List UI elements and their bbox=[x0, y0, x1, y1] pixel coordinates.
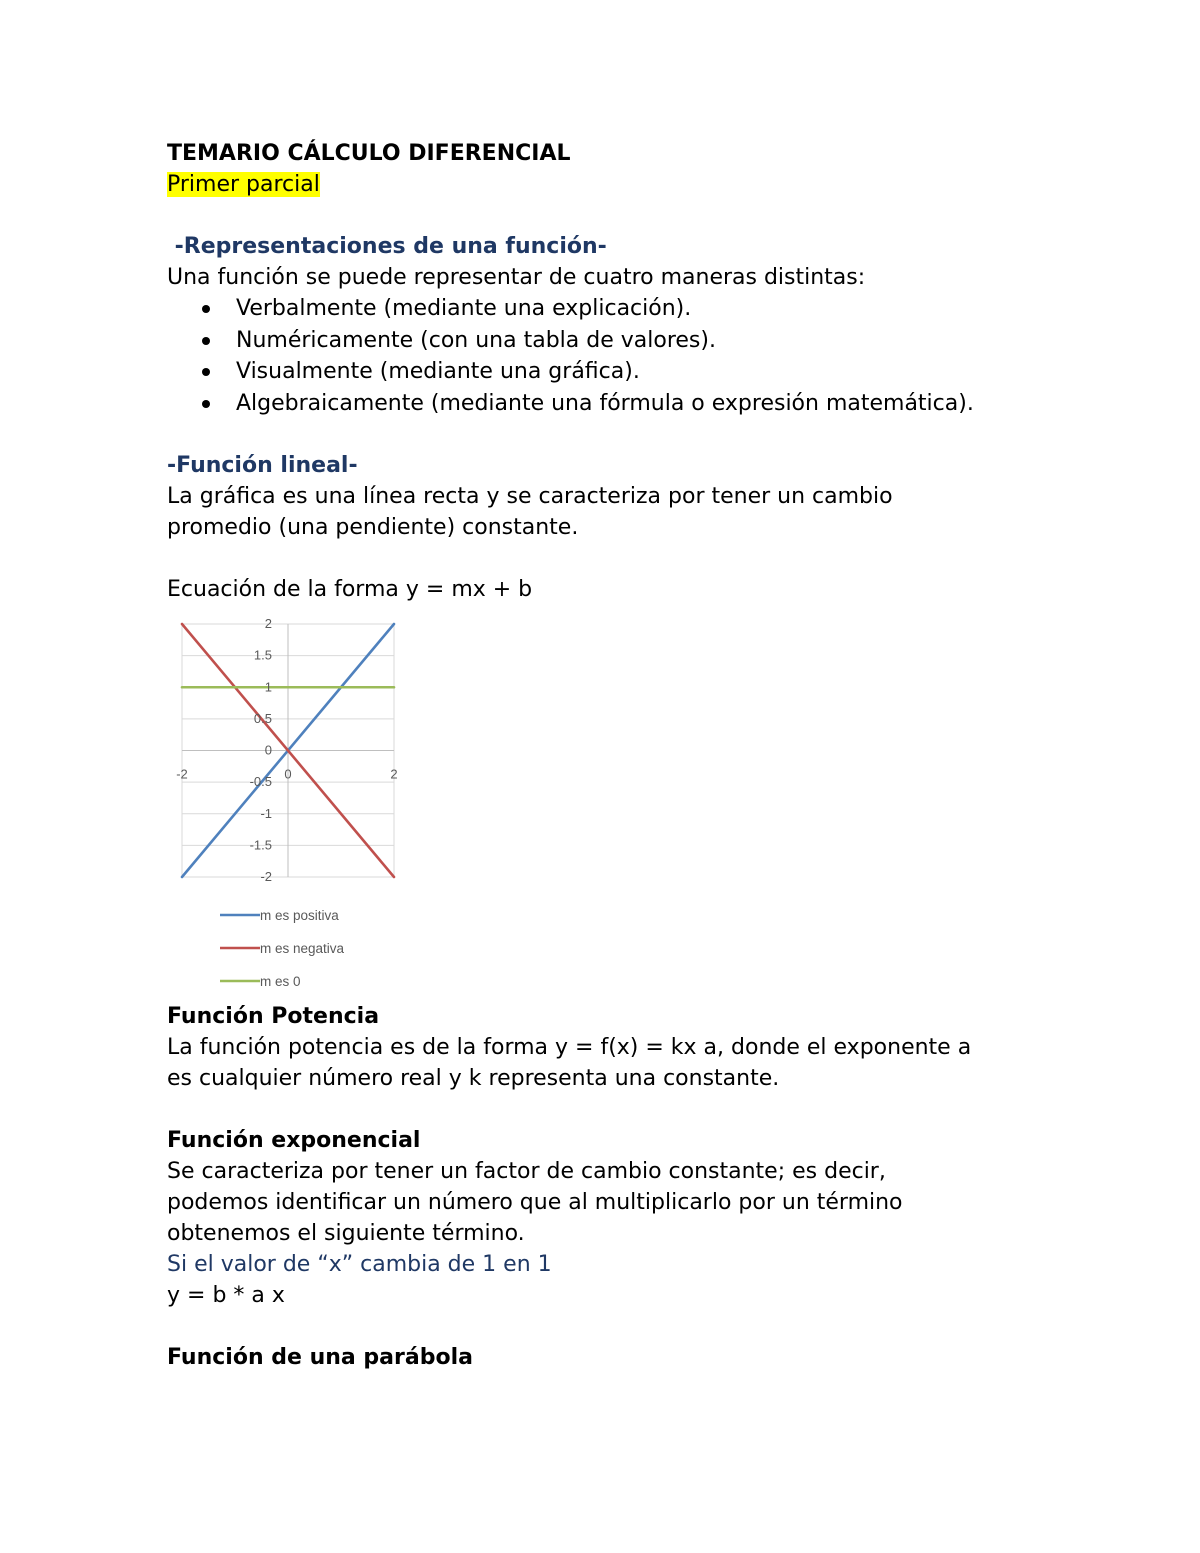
paragraph: La gráfica es una línea recta y se caracteriza por tener un cambio bbox=[167, 484, 893, 509]
x-tick-label: 0 bbox=[284, 766, 292, 782]
y-tick-label: -0.5 bbox=[249, 774, 272, 790]
equation-text: Ecuación de la forma y = mx + b bbox=[167, 577, 533, 602]
bullet-icon bbox=[202, 305, 210, 313]
y-tick-label: 0 bbox=[264, 742, 272, 758]
bullet-icon bbox=[202, 368, 210, 376]
bullet-icon bbox=[202, 400, 210, 408]
subtitle-highlighted: Primer parcial bbox=[167, 172, 320, 197]
y-tick-label: -2 bbox=[260, 869, 272, 884]
y-tick-label: 0.5 bbox=[253, 710, 272, 726]
paragraph: La función potencia es de la forma y = f(x) = kx a, donde el exponente a bbox=[167, 1035, 972, 1060]
legend-label: m es negativa bbox=[260, 941, 345, 956]
paragraph: podemos identificar un número que al multiplicarlo por un término bbox=[167, 1190, 903, 1215]
linear-functions-chart bbox=[172, 609, 452, 989]
y-tick-label: 1.5 bbox=[253, 647, 272, 663]
list-item: Visualmente (mediante una gráfica). bbox=[167, 356, 1047, 388]
y-tick-label: -1.5 bbox=[249, 837, 272, 853]
document-title: TEMARIO CÁLCULO DIFERENCIAL bbox=[167, 141, 571, 166]
list-item: Numéricamente (con una tabla de valores). bbox=[167, 325, 1047, 357]
section-heading-funcion-potencia: Función Potencia bbox=[167, 1004, 380, 1029]
section-heading-funcion-lineal: -Función lineal- bbox=[167, 453, 358, 478]
legend-label: m es positiva bbox=[260, 908, 339, 923]
paragraph: obtenemos el siguiente término. bbox=[167, 1221, 525, 1246]
section-heading-parabola: Función de una parábola bbox=[167, 1345, 473, 1370]
document-page bbox=[167, 138, 1047, 1373]
y-tick-label: -1 bbox=[260, 805, 272, 821]
paragraph: Una función se puede representar de cuatro maneras distintas: bbox=[167, 265, 866, 290]
y-tick-label: 1 bbox=[264, 679, 272, 695]
section-heading-representaciones: -Representaciones de una función- bbox=[167, 234, 607, 259]
paragraph: es cualquier número real y k representa una constante. bbox=[167, 1066, 780, 1091]
section-heading-funcion-exponencial: Función exponencial bbox=[167, 1128, 421, 1153]
x-tick-label: -2 bbox=[176, 766, 188, 782]
paragraph-highlighted: Si el valor de “x” cambia de 1 en 1 bbox=[167, 1252, 552, 1277]
paragraph: Se caracteriza por tener un factor de cambio constante; es decir, bbox=[167, 1159, 886, 1184]
legend-label: m es 0 bbox=[260, 974, 301, 989]
y-tick-label: 2 bbox=[264, 616, 272, 631]
bullet-list bbox=[167, 293, 1047, 419]
list-item: Algebraicamente (mediante una fórmula o expresión matemática). bbox=[167, 388, 1047, 420]
formula-text: y = b * a x bbox=[167, 1283, 285, 1308]
paragraph: promedio (una pendiente) constante. bbox=[167, 515, 579, 540]
x-tick-label: 2 bbox=[390, 766, 398, 782]
bullet-icon bbox=[202, 337, 210, 345]
list-item: Verbalmente (mediante una explicación). bbox=[167, 293, 1047, 325]
